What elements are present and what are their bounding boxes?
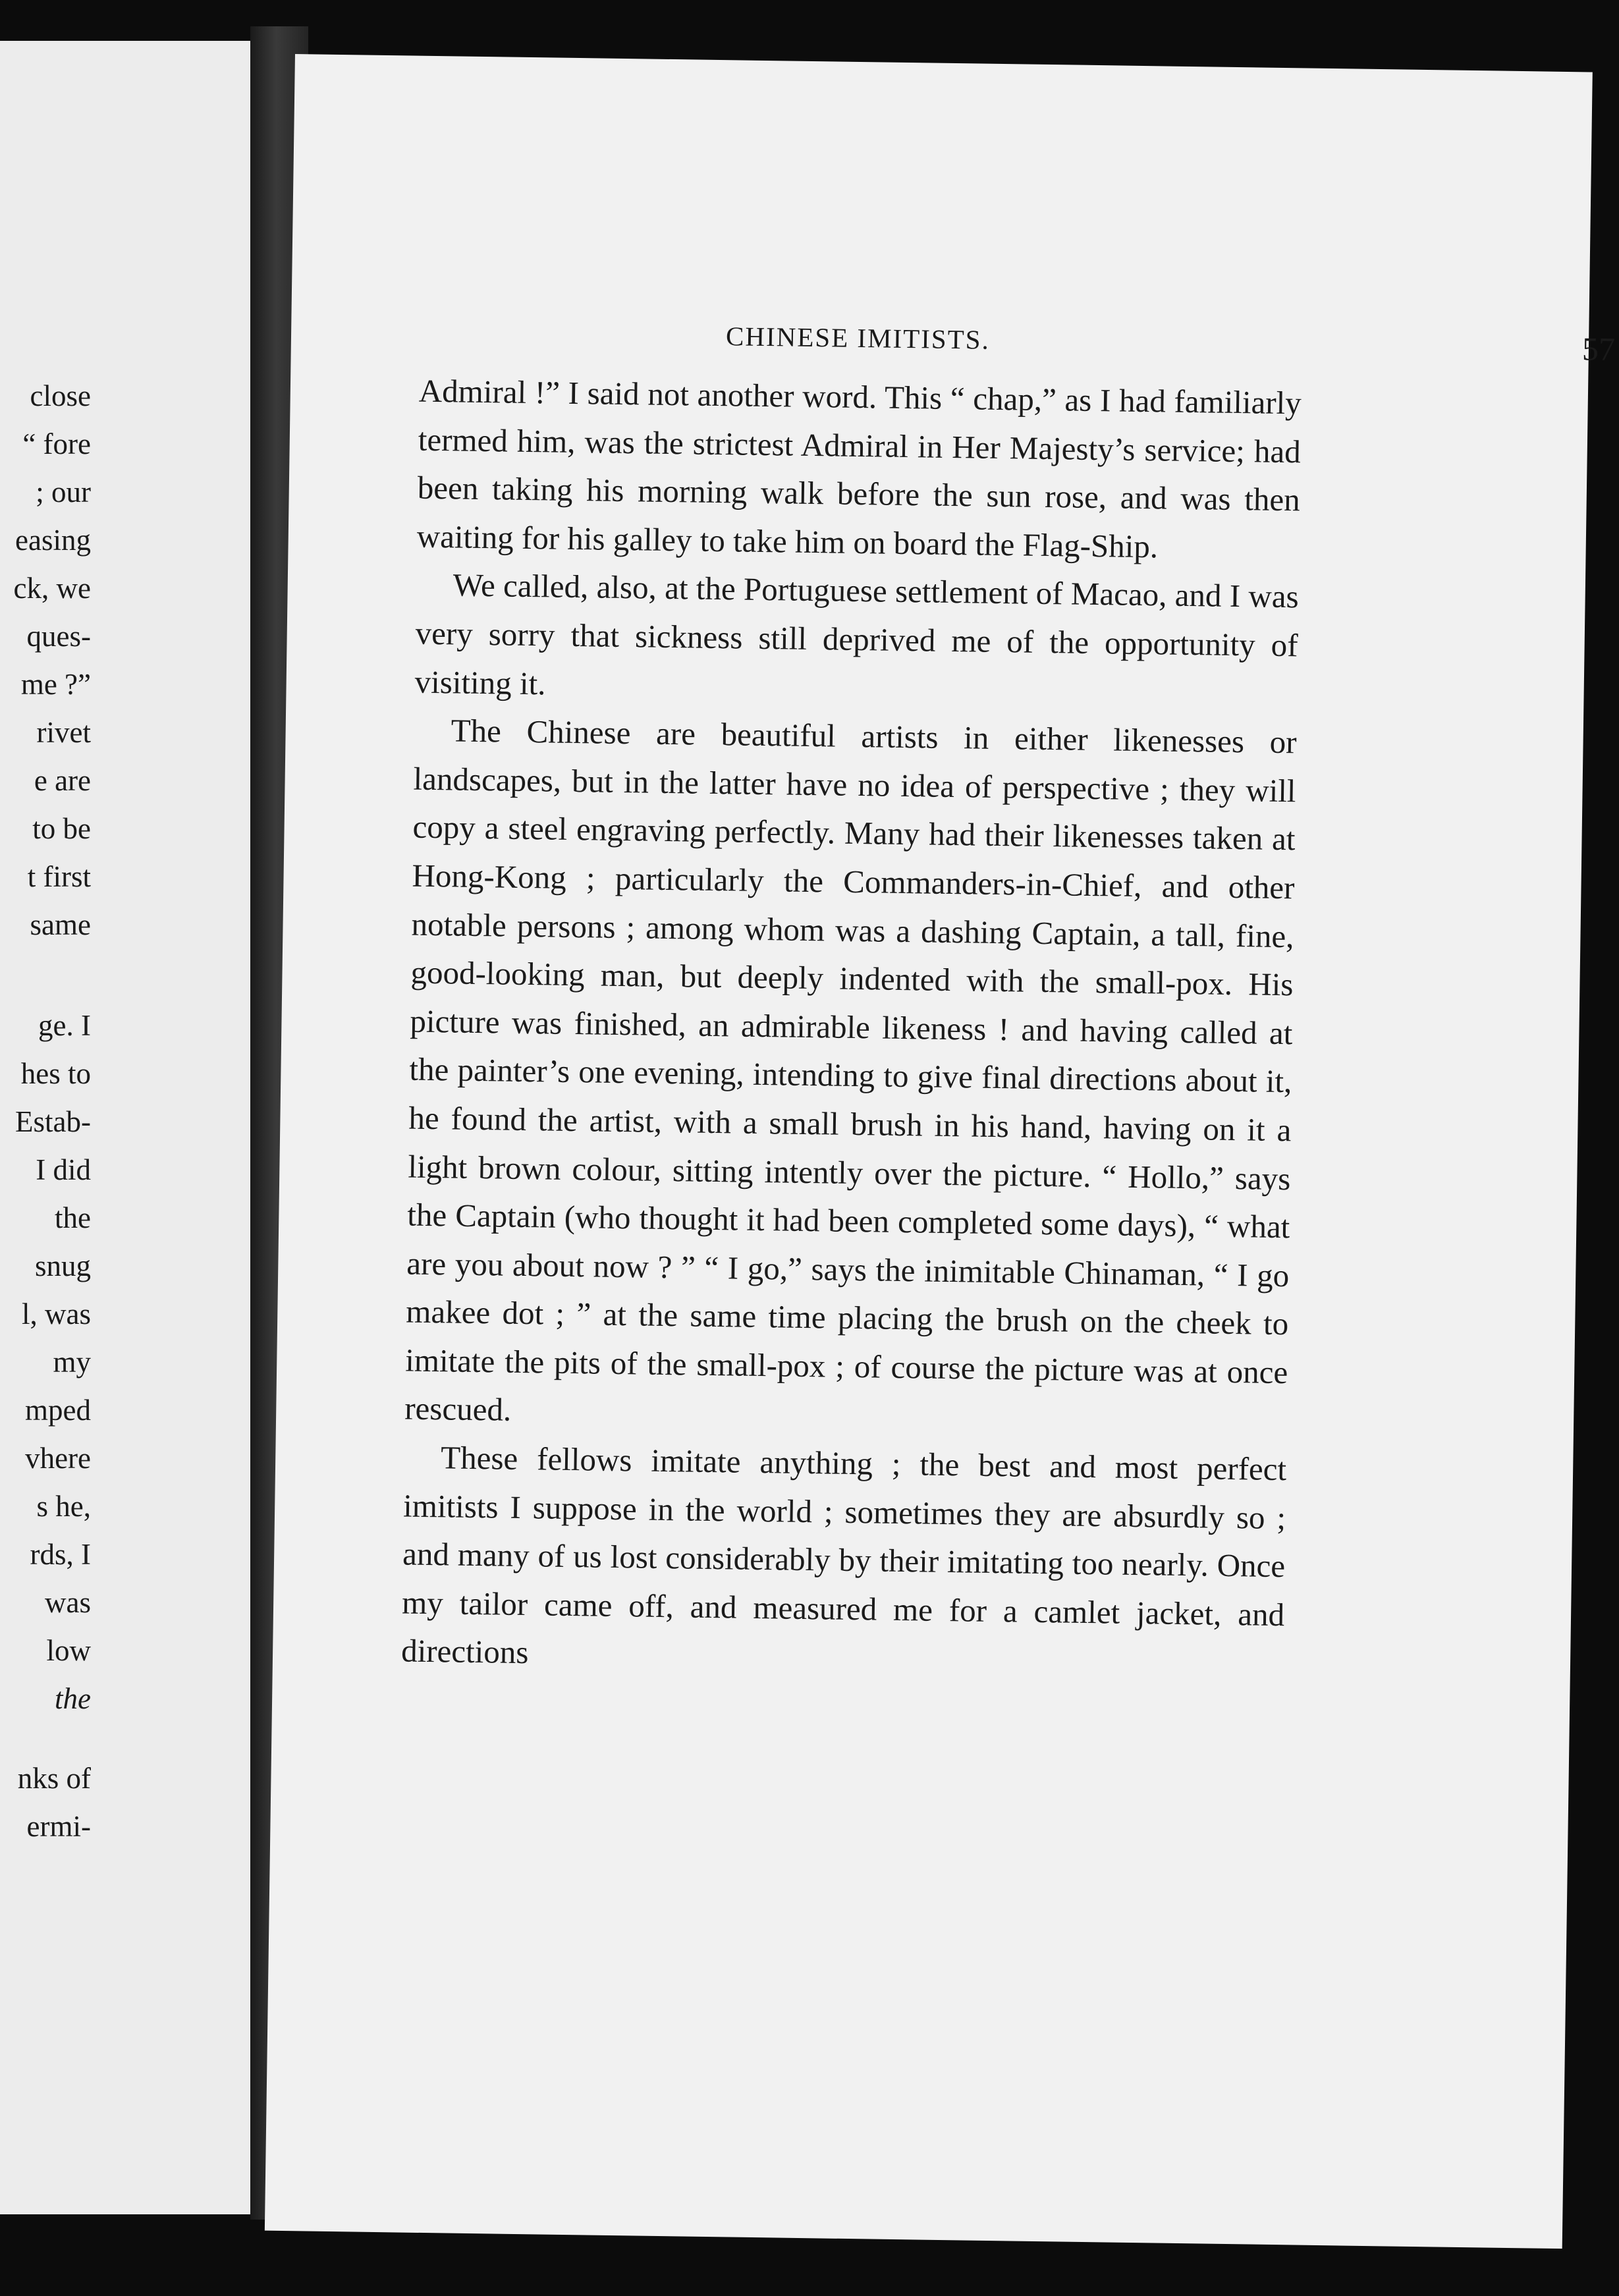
facing-page-fragment: mped <box>25 1394 91 1427</box>
facing-page-fragment: low <box>46 1634 91 1667</box>
facing-page-fragment: vhere <box>25 1442 91 1475</box>
page-number: 57 <box>1581 330 1616 368</box>
facing-page-fragment: rivet <box>36 716 91 749</box>
facing-page-fragment: t first <box>27 860 91 893</box>
paragraph: We called, also, at the Portuguese settlement of Macao, and I was very sorry that sickness still deprived me of the opportunity of visiting it. <box>414 566 1300 701</box>
facing-page-fragment: hes to <box>20 1057 91 1090</box>
facing-page-fragment: nks of <box>17 1762 91 1795</box>
facing-page-fragment: l, was <box>22 1298 91 1330</box>
facing-page-fragment: “ fore <box>22 427 91 460</box>
facing-page <box>0 41 282 2214</box>
paragraph: These fellows imitate anything ; the best and most perfect imitists I suppose in the world ; sometimes they are absurdly so ; and many of us lost considerably by their imitating too nearly. Once my tailor came off, and measured me for a camlet jacket, and directions <box>400 1439 1287 1671</box>
facing-page-fragment: snug <box>34 1249 91 1282</box>
facing-page-fragment: same <box>30 908 91 941</box>
facing-page-fragment: ermi- <box>26 1810 91 1843</box>
running-head: CHINESE IMITISTS. <box>725 321 991 355</box>
page-body <box>401 367 1302 1688</box>
facing-page-fragment: ; our <box>36 476 91 508</box>
facing-page-fragment: e are <box>34 764 91 797</box>
facing-page-fragment: easing <box>15 524 91 557</box>
paragraph: The Chinese are beautiful artists in either likenesses or landscapes, but in the latter have no idea of perspective ; they will copy a steel engraving perfectly. Many had their likenesses taken at Hong-Kong ; particularly the Commanders-in-Chief, and other notable persons ; among whom was a dashing Captain, a tall, fine, good-looking man, but deeply indented with the small-pox. His picture was finished, an admirable likeness ! and having called at the painter’s one evening, intending to give final directions about it, he found the artist, with a small brush in his hand, having on it a light brown colour, sitting intently over the picture. “ Hollo,” says the Captain (who thought it had been completed some days), “ what are you about now ? ” “ I go,” says the inimitable Chinaman, “ I go makee dot ; ” at the same time placing the brush on the cheek to imitate the pits of the small-pox ; of course the picture was at once rescued. <box>404 712 1297 1429</box>
paragraph: Admiral !” I said not another word. This “ chap,” as I had familiarly termed him, was the strictest Admiral in Her Majesty’s service; had been taking his morning walk before the sun rose, and was then waiting for his galley to take him on board the Flag-Ship. <box>416 372 1302 565</box>
facing-page-fragment: the <box>55 1201 91 1234</box>
facing-page-fragment: ck, we <box>13 572 91 605</box>
facing-page-fragment: ge. I <box>38 1009 91 1042</box>
facing-page-fragment: close <box>30 379 91 412</box>
facing-page-fragment: the <box>55 1682 91 1715</box>
facing-page-fragment: s he, <box>36 1490 91 1523</box>
book-page <box>265 54 1616 2249</box>
facing-page-fragment: Estab- <box>15 1105 91 1138</box>
facing-page-fragment: ques- <box>26 620 91 653</box>
page-header <box>725 320 1616 368</box>
facing-page-fragment: I did <box>36 1153 91 1186</box>
facing-page-fragment: was <box>45 1586 91 1619</box>
facing-page-fragment: to be <box>32 812 91 845</box>
facing-page-fragment: my <box>53 1346 91 1379</box>
facing-page-fragment: me ?” <box>20 668 91 701</box>
facing-page-fragment: rds, I <box>30 1538 91 1571</box>
